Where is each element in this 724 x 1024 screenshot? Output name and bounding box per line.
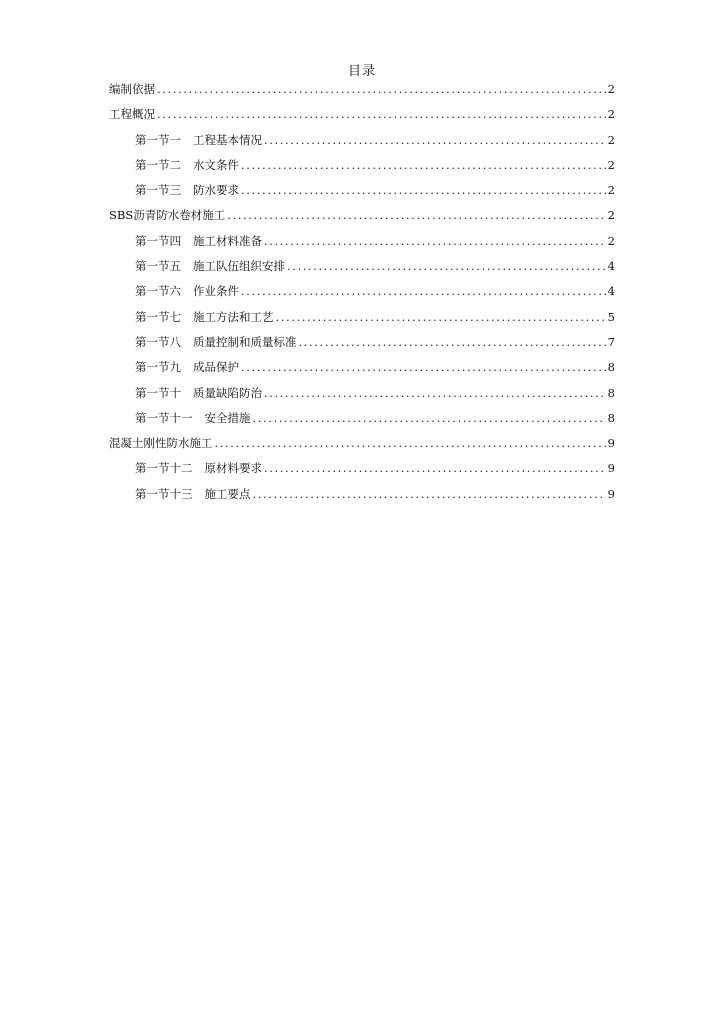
toc-section-number: 第一节六 — [135, 284, 181, 299]
toc-page-number: 2 — [607, 132, 615, 147]
toc-entry-methods[interactable] — [109, 308, 615, 333]
toc-page-number: 5 — [607, 309, 615, 324]
toc-entry-label: 施工方法和工艺 — [193, 309, 274, 324]
toc-entry-work-conditions[interactable] — [109, 282, 615, 307]
toc-section-number: 第一节一 — [135, 132, 181, 147]
toc-entry-rigid-concrete[interactable] — [109, 434, 615, 459]
toc-page-number: 9 — [607, 461, 615, 476]
toc-page-number: 2 — [607, 107, 615, 122]
toc-entry-label: 工程概况 — [109, 107, 155, 122]
toc-entry-label: 工程基本情况 — [193, 132, 262, 147]
dot-leader — [157, 80, 606, 98]
toc-entry-label: 防水要求 — [193, 183, 239, 198]
toc-section-number: 第一节十 — [135, 385, 181, 400]
toc-page-number: 8 — [607, 360, 615, 375]
toc-section-number: 第一节八 — [135, 334, 181, 349]
toc-entry-label: 编制依据 — [109, 82, 155, 96]
toc-page-number: 8 — [607, 410, 615, 425]
toc-page-number: 2 — [607, 157, 615, 172]
toc-entry-label: 施工要点 — [204, 486, 251, 501]
dot-leader — [241, 156, 606, 174]
toc-entry-label: 质量控制和质量标准 — [193, 334, 297, 349]
toc-entry-label: 施工队伍组织安排 — [193, 259, 285, 274]
toc-entry-sbs-membrane[interactable] — [109, 206, 615, 231]
toc-entry-label: 作业条件 — [193, 284, 239, 299]
table-of-contents — [109, 80, 615, 510]
toc-section-number: 第一节七 — [135, 309, 181, 324]
dot-leader — [264, 131, 606, 149]
toc-page-number: 7 — [607, 334, 615, 349]
toc-entry-label: 成品保护 — [193, 360, 239, 375]
toc-section-number: 第一节九 — [135, 360, 181, 375]
dot-leader — [241, 358, 606, 376]
dot-leader — [241, 282, 606, 300]
toc-entry-label: 原材料要求 — [204, 461, 262, 476]
toc-entry-label: 安全措施 — [204, 410, 251, 425]
toc-entry-quality-control[interactable] — [109, 333, 615, 358]
toc-page-number: 4 — [607, 284, 615, 299]
dot-leader — [227, 206, 605, 224]
toc-page-number: 2 — [607, 183, 615, 198]
toc-page-number: 9 — [607, 436, 615, 451]
toc-page-number: 9 — [607, 486, 615, 501]
toc-entry-label: 质量缺陷防治 — [193, 385, 262, 400]
toc-section-number: 第一节二 — [135, 157, 181, 172]
toc-section-number: 第一节十二 — [135, 461, 193, 476]
dot-leader — [215, 434, 606, 452]
toc-entry-hydrology[interactable] — [109, 156, 615, 181]
toc-entry-label: 混凝土刚性防水施工 — [109, 436, 213, 451]
dot-leader — [264, 459, 606, 477]
toc-entry-materials[interactable] — [109, 232, 615, 257]
toc-entry-defect-prevention[interactable] — [109, 384, 615, 409]
dot-leader — [299, 333, 606, 351]
toc-entry-label: SBS沥青防水卷材施工 — [109, 208, 226, 223]
dot-leader — [241, 181, 606, 199]
toc-entry-project-overview[interactable] — [109, 105, 615, 130]
toc-section-number: 第一节五 — [135, 259, 181, 274]
dot-leader — [264, 232, 606, 250]
toc-section-number: 第一节十三 — [135, 486, 193, 501]
dot-leader — [253, 485, 606, 503]
toc-page-number: 8 — [607, 385, 615, 400]
toc-entry-safety-measures[interactable] — [109, 409, 615, 434]
toc-entry-raw-materials[interactable] — [109, 459, 615, 484]
toc-page-number: 4 — [607, 259, 615, 274]
toc-entry-label: 水文条件 — [193, 157, 239, 172]
dot-leader — [253, 409, 606, 427]
toc-entry-product-protection[interactable] — [109, 358, 615, 383]
toc-section-number: 第一节十一 — [135, 410, 193, 425]
toc-entry-team-organization[interactable] — [109, 257, 615, 282]
dot-leader — [276, 308, 606, 326]
toc-page-number: 2 — [607, 208, 615, 223]
toc-entry-basic-info[interactable] — [109, 131, 615, 156]
toc-section-number: 第一节三 — [135, 183, 181, 198]
toc-entry-label: 施工材料准备 — [193, 233, 262, 248]
toc-section-number: 第一节四 — [135, 233, 181, 248]
toc-page-number: 2 — [607, 82, 615, 96]
dot-leader — [157, 105, 606, 123]
toc-title: 目录 — [347, 64, 376, 79]
toc-entry-compilation-basis[interactable] — [109, 80, 615, 105]
toc-entry-waterproof-requirements[interactable] — [109, 181, 615, 206]
dot-leader — [264, 384, 606, 402]
toc-entry-key-points[interactable] — [109, 485, 615, 510]
toc-page-number: 2 — [607, 233, 615, 248]
dot-leader — [287, 257, 606, 275]
